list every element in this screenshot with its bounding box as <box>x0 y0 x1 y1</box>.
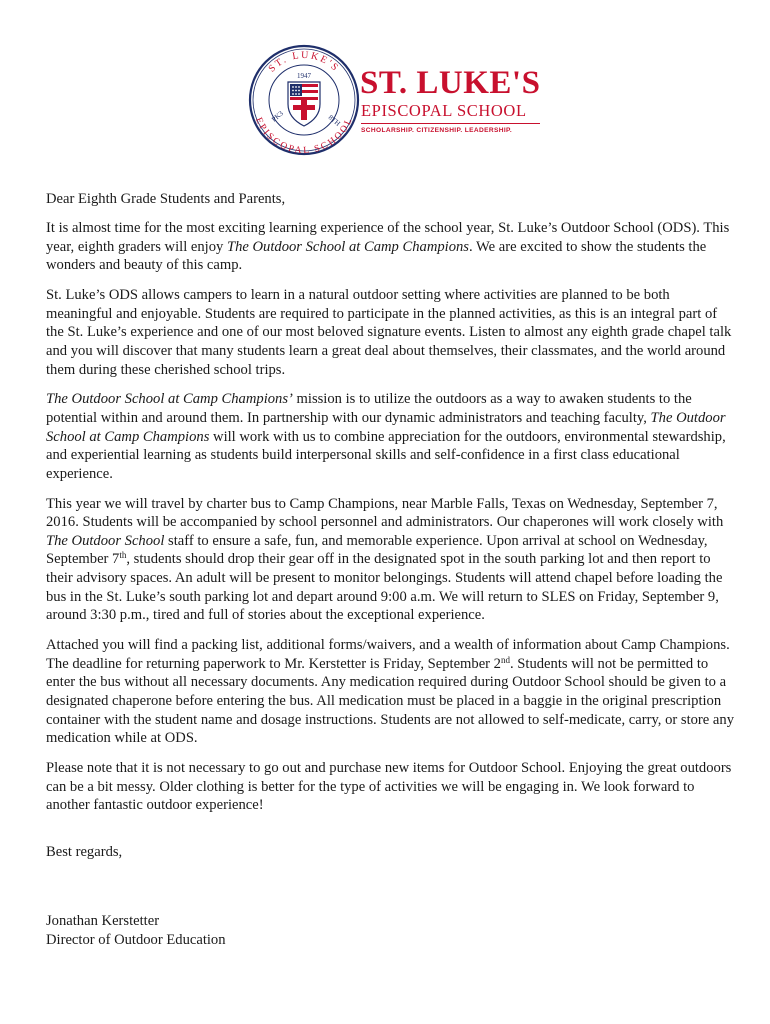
seal-ring-top-text: ST. LUKE'S <box>266 49 342 75</box>
paragraph-mission: The Outdoor School at Camp Champions’ mission is to utilize the outdoors as a way to awaken students to the potential within and around them. In partnership with our dynamic administrators and teaching faculty, The Outdoor School at Camp Champions will work with us to combine appreciation for the outdoors, environmental stewardship, and experiential learning as students build interpersonal skills and self-confidence in a first class educational experience. <box>46 391 726 482</box>
seal-grade-left: PK3 <box>270 109 285 124</box>
school-subtitle: EPISCOPAL SCHOOL <box>361 102 540 124</box>
paragraph-clothing: Please note that it is not necessary to go out and purchase new items for Outdoor School. Enjoying the great outdoors can be a bit messy. Older clothing is better for the type of activities we will be engaging in. We look forward to another fantastic outdoor experience! <box>46 760 732 814</box>
school-seal-logo <box>248 44 360 156</box>
letterhead <box>248 44 541 160</box>
paragraph-intro: It is almost time for the most exciting learning experience of the school year, St. Luke’s Outdoor School (ODS). This year, eighth graders will enjoy The Outdoor School at Camp Champions. We are excited to show the students the wonders and beauty of this camp. <box>46 220 730 274</box>
school-name: ST. LUKE'S <box>360 65 541 101</box>
salutation: Dear Eighth Grade Students and Parents, <box>46 191 286 207</box>
school-wordmark <box>360 66 540 134</box>
seal-grade-right: 8TH <box>326 113 342 128</box>
signer-name: Jonathan Kerstetter <box>46 913 160 930</box>
paragraph-paperwork: Attached you will find a packing list, additional forms/waivers, and a wealth of information about Camp Champions. The deadline for returning paperwork to Mr. Kerstetter is Friday, September 2nd. Students will not be permitted to enter the bus without all necessary documents. Any medication required during Outdoor School should be given to a designated chaperone before entering the bus. All medication must be placed in a baggie in the original prescription container with the student name and dosage instructions. Students are not allowed to self-medicate, carry, or store any medication while at ODS. <box>46 637 734 747</box>
school-tagline: SCHOLARSHIP. CITIZENSHIP. LEADERSHIP. <box>361 127 513 134</box>
paragraph-ods-overview: St. Luke’s ODS allows campers to learn in a natural outdoor setting where activities are planned to be both meaningful and enjoyable. Students are required to participate in the planned activities, as this is an integral part of the St. Luke’s experience and one of our most beloved signature events. Listen to almost any eighth grade chapel talk and you will discover that many students learn a great deal about themselves, their classmates, and the world around them during these cherished school trips. <box>46 287 732 378</box>
seal-ring-bottom-text: EPISCOPAL SCHOOL <box>253 116 355 156</box>
seal-year: 1947 <box>297 72 311 80</box>
signer-title: Director of Outdoor Education <box>46 932 226 949</box>
closing: Best regards, <box>46 843 123 860</box>
signature-block <box>46 912 736 950</box>
paragraph-travel: This year we will travel by charter bus to Camp Champions, near Marble Falls, Texas on Wednesday, September 7, 2016. Students will be accompanied by school personnel and administrators. Our chaperones will work closely with The Outdoor School staff to ensure a safe, fun, and memorable experience. Upon arrival at school on Wednesday, September 7th, students should drop their gear off in the designated spot in the south parking lot and then report to their advisory spaces. An adult will be present to monitor belongings. Students will attend chapel before loading the bus in the St. Luke’s south parking lot and depart around 9:00 a.m. We will return to SLES on Friday, September 9, around 3:30 p.m., tired and full of stories about the exceptional experience. <box>46 495 724 624</box>
letter-body <box>46 190 736 950</box>
